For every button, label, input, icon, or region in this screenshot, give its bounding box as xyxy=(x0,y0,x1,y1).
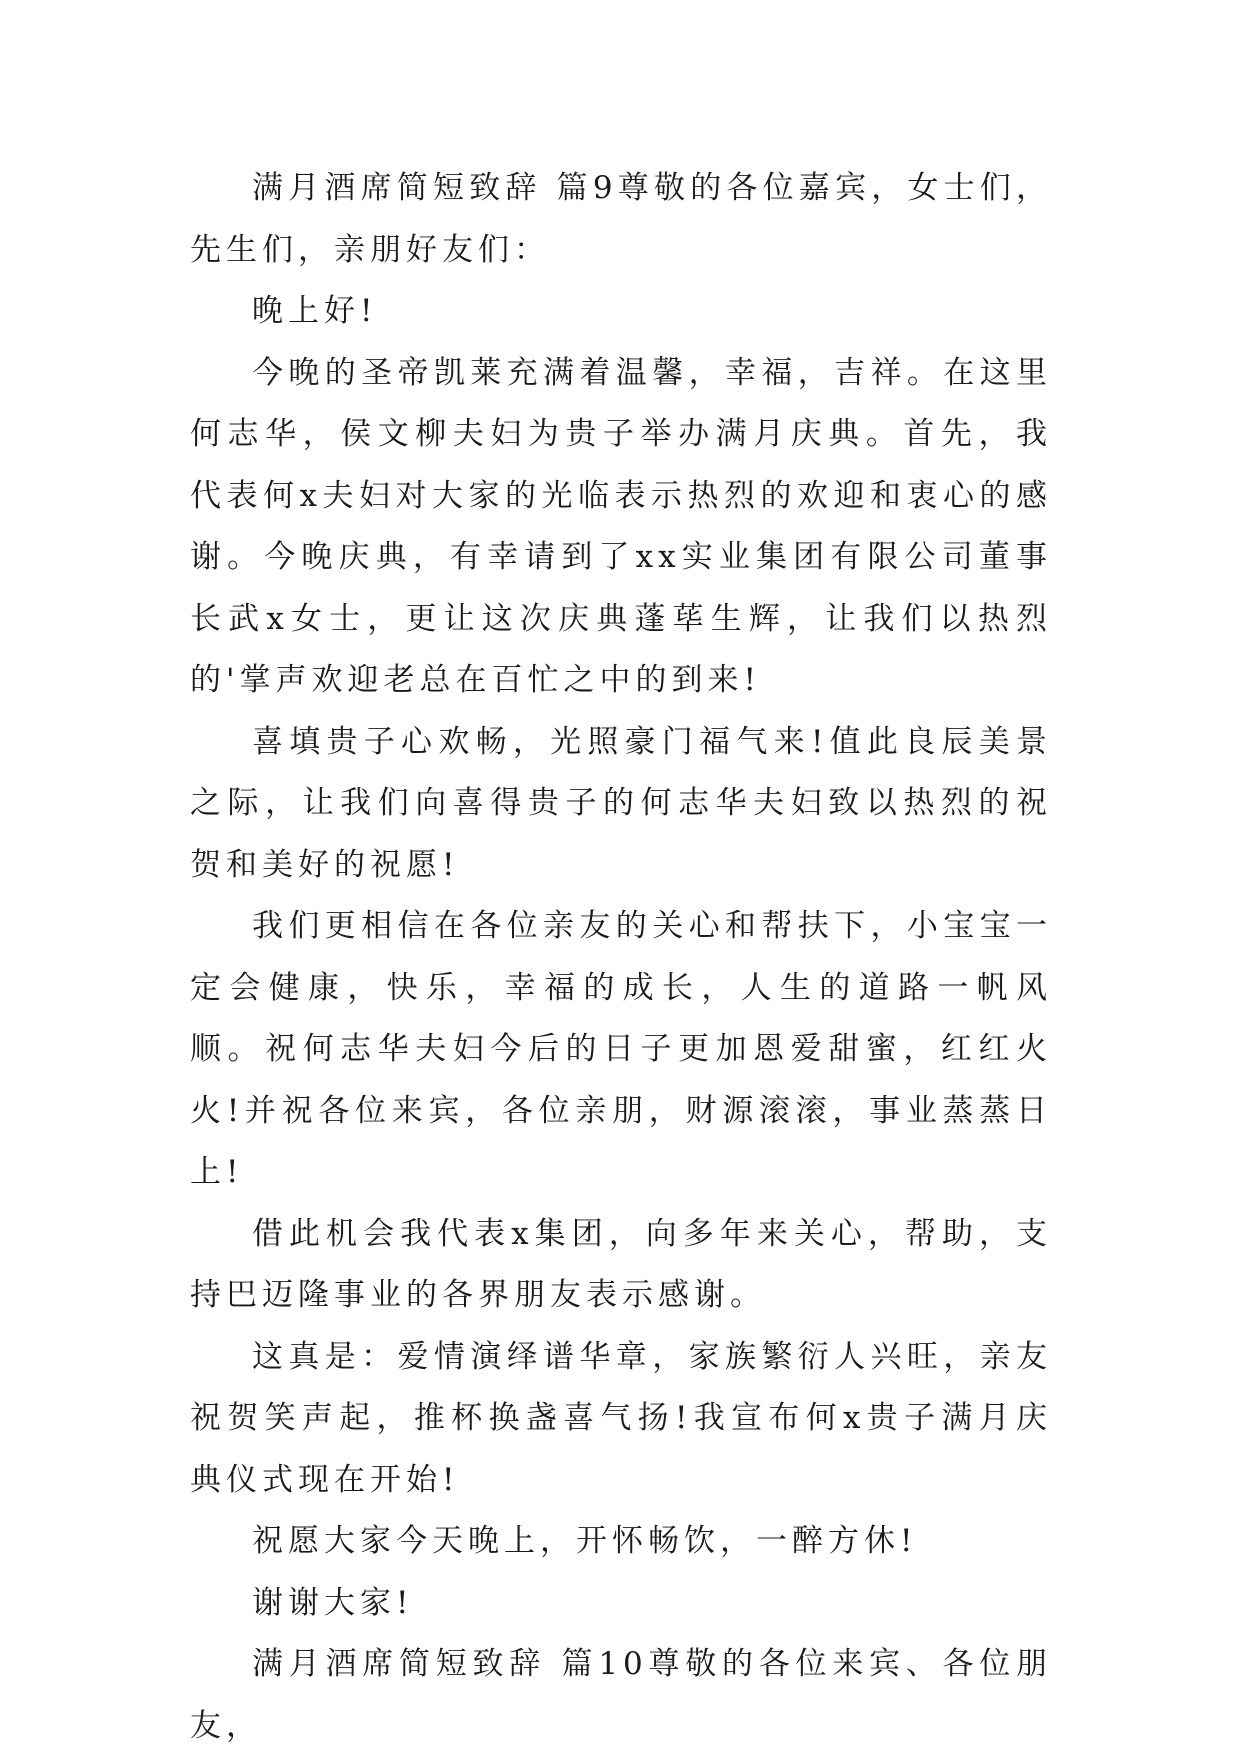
paragraph-closing: 谢谢大家! xyxy=(252,1584,414,1621)
paragraph-congratulations: 喜填贵子心欢畅，光照豪门福气来!值此良辰美景之际，让我们向喜得贵子的何志华夫妇致以热烈的祝贺和美好的祝愿! xyxy=(190,723,1052,883)
paragraph-greeting-heading: 满月酒席简短致辞 篇9尊敬的各位嘉宾，女士们，先生们，亲朋好友们： xyxy=(190,170,1052,268)
paragraph-good-evening: 晚上好! xyxy=(252,293,378,329)
paragraph-next-heading: 满月酒席简短致辞 篇10尊敬的各位来宾、各位朋友， xyxy=(190,1646,1052,1744)
document-body xyxy=(190,158,1052,1757)
paragraph-thanks: 借此机会我代表x集团，向多年来关心，帮助，支持巴迈隆事业的各界朋友表示感谢。 xyxy=(190,1215,1052,1313)
paragraph-toast: 祝愿大家今天晚上，开怀畅饮，一醉方休! xyxy=(252,1523,918,1559)
paragraph-wishes: 我们更相信在各位亲友的关心和帮扶下，小宝宝一定会健康，快乐，幸福的成长，人生的道路一帆风顺。祝何志华夫妇今后的日子更加恩爱甜蜜，红红火火!并祝各位来宾，各位亲朋，财源滚滚，事业蒸蒸日上! xyxy=(190,908,1052,1190)
paragraph-opening: 今晚的圣帝凯莱充满着温馨，幸福，吉祥。在这里何志华，侯文柳夫妇为贵子举办满月庆典。首先，我代表何x夫妇对大家的光临表示热烈的欢迎和衷心的感谢。今晚庆典，有幸请到了xx实业集团有限公司董事长武x女士，更让这次庆典蓬荜生辉，让我们以热烈的'掌声欢迎老总在百忙之中的到来! xyxy=(190,354,1052,698)
paragraph-announcement: 这真是：爱情演绎谱华章，家族繁衍人兴旺，亲友祝贺笑声起，推杯换盏喜气扬!我宣布何x贵子满月庆典仪式现在开始! xyxy=(190,1338,1052,1498)
